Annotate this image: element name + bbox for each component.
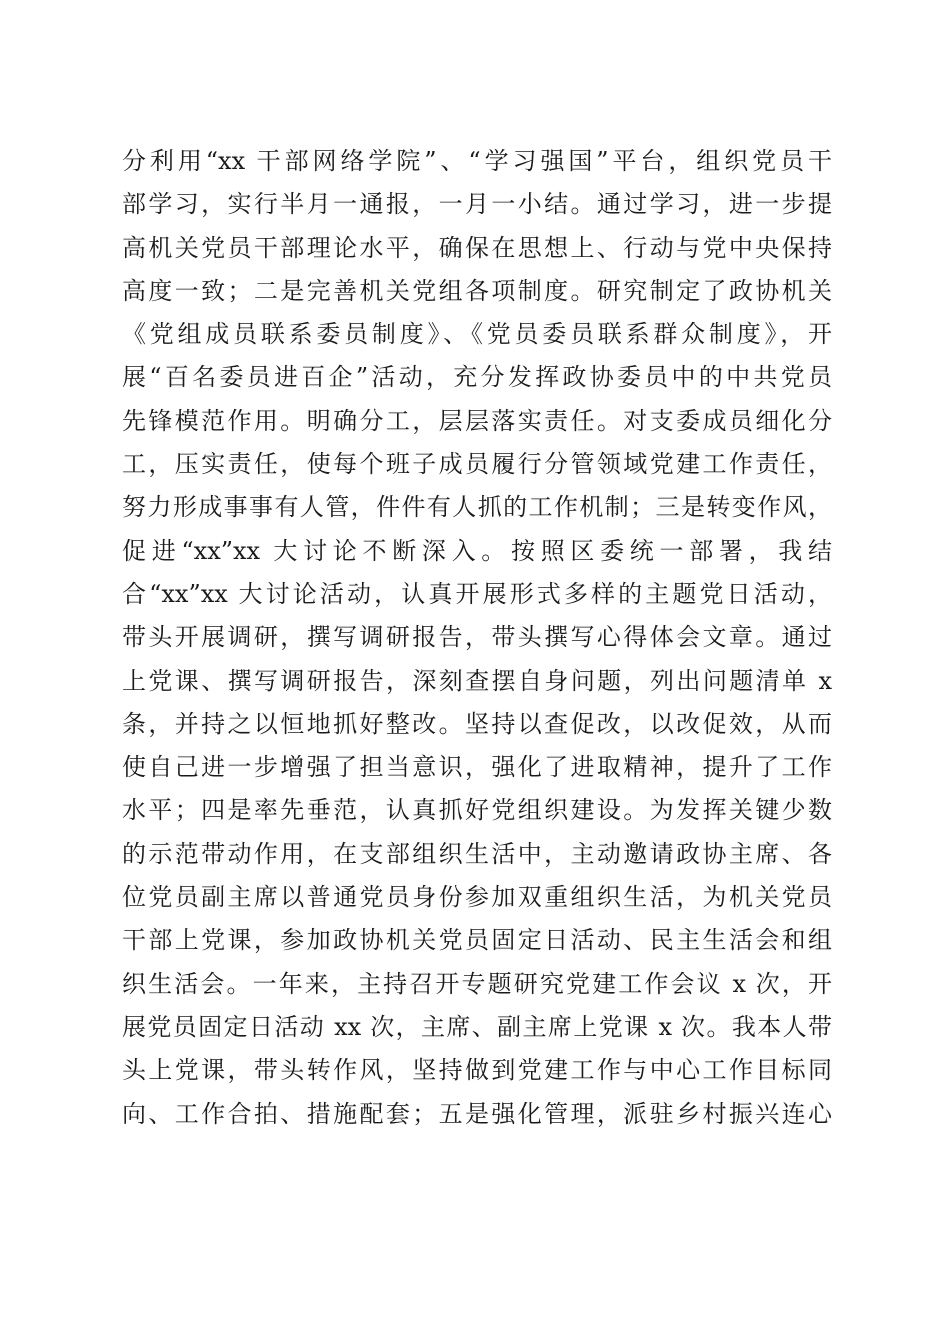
text-line: 展党员固定日活动 xx 次，主席、副主席上党课 x 次。我本人带 <box>122 1012 832 1041</box>
text-line: 干部上党课，参加政协机关党员固定日活动、民主生活会和组 <box>122 926 832 955</box>
text-line: 位党员副主席以普通党员身份参加双重组织生活，为机关党员 <box>122 883 832 912</box>
document-body <box>122 140 832 1136</box>
text-line: 带头开展调研，撰写调研报告，带头撰写心得体会文章。通过 <box>122 623 832 652</box>
text-line: 向、工作合拍、措施配套；五是强化管理，派驻乡村振兴连心 <box>122 1099 832 1128</box>
text-line: 头上党课，带头转作风，坚持做到党建工作与中心工作目标同 <box>122 1056 832 1085</box>
text-line: 的示范带动作用，在支部组织生活中，主动邀请政协主席、各 <box>122 839 832 868</box>
text-line: 先锋模范作用。明确分工，层层落实责任。对支委成员细化分 <box>122 406 832 435</box>
text-line: 水平；四是率先垂范，认真抓好党组织建设。为发挥关键少数 <box>122 796 832 825</box>
text-line: 使自己进一步增强了担当意识，强化了进取精神，提升了工作 <box>122 753 832 782</box>
text-line: 部学习，实行半月一通报，一月一小结。通过学习，进一步提 <box>122 190 832 219</box>
text-line: 促进“xx”xx 大讨论不断深入。按照区委统一部署，我结 <box>122 536 832 565</box>
text-line: 高机关党员干部理论水平，确保在思想上、行动与党中央保持 <box>122 233 832 262</box>
text-line: 分利用“xx 干部网络学院”、“学习强国”平台，组织党员干 <box>122 147 832 175</box>
text-line: 工，压实责任，使每个班子成员履行分管领域党建工作责任， <box>122 450 832 479</box>
text-line: 条，并持之以恒地抓好整改。坚持以查促改，以改促效，从而 <box>122 709 832 738</box>
text-line: 上党课、撰写调研报告，深刻查摆自身问题，列出问题清单 x <box>122 666 832 695</box>
text-line: 《党组成员联系委员制度》、《党员委员联系群众制度》，开 <box>122 320 832 349</box>
text-line: 高度一致；二是完善机关党组各项制度。研究制定了政协机关 <box>122 276 832 305</box>
text-line: 努力形成事事有人管，件件有人抓的工作机制；三是转变作风， <box>122 493 832 522</box>
text-line: 展“百名委员进百企”活动，充分发挥政协委员中的中共党员 <box>122 363 832 392</box>
text-line: 合“xx”xx 大讨论活动，认真开展形式多样的主题党日活动， <box>122 579 832 608</box>
text-line: 织生活会。一年来，主持召开专题研究党建工作会议 x 次，开 <box>122 969 832 998</box>
